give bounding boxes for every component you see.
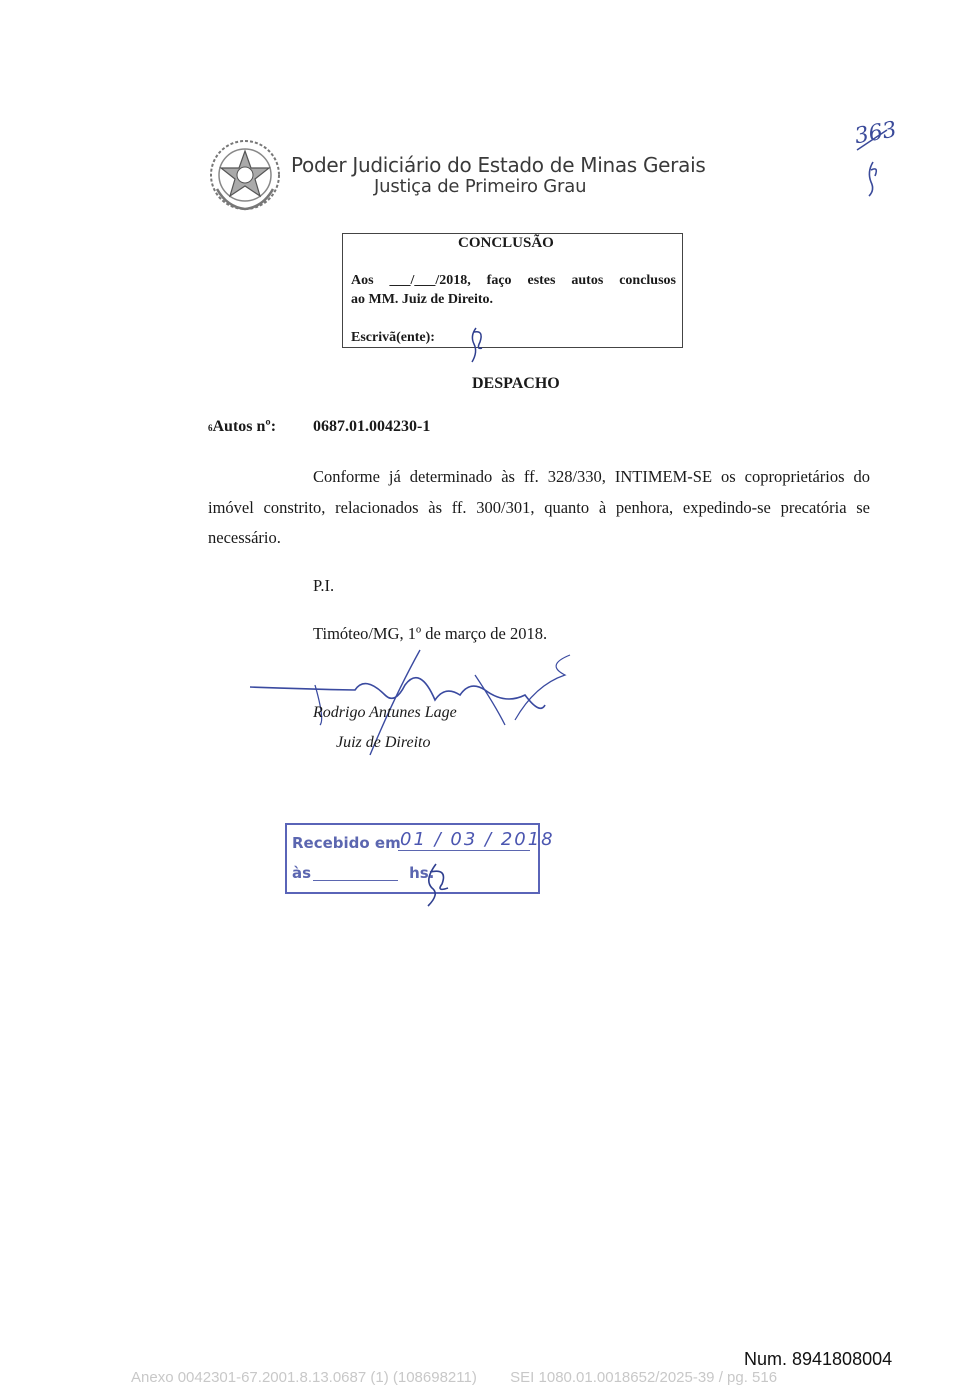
svg-text:363: 363	[852, 117, 899, 150]
autos-label-text: Autos nº:	[212, 418, 277, 435]
despacho-paragraph: Conforme já determinado às ff. 328/330, INTIMEM-SE os coproprietários do imóvel constrito, relacionados às ff. 300/301, quanto à penhora, expedindo-se precatória se necessário.	[208, 467, 870, 547]
publique-intime: P.I.	[313, 576, 335, 595]
conclusao-text-line1: Aos ___/___/2018, faço estes autos conclusos	[351, 273, 676, 288]
autos-prefix: 6	[208, 423, 213, 433]
conclusao-text-line2: ao MM. Juiz de Direito.	[351, 292, 494, 307]
autos-label	[208, 418, 276, 436]
stamp-initials-icon	[414, 860, 456, 908]
stamp-time-label: às	[292, 864, 312, 882]
despacho-body	[208, 462, 870, 554]
document-number: Num. 8941808004	[744, 1349, 893, 1369]
handwritten-page-number-icon	[845, 110, 905, 200]
stamp-date-underline	[398, 850, 530, 851]
stamp-time-underline	[313, 880, 398, 881]
escrivao-label: Escrivã(ente):	[351, 330, 435, 345]
signatory-name: Rodrigo Antunes Lage	[313, 704, 457, 721]
escrivao-initials-icon	[462, 326, 490, 364]
header-court-name: Poder Judiciário do Estado de Minas Gerais	[291, 153, 706, 177]
conclusao-title: CONCLUSÃO	[458, 235, 554, 251]
stamp-time-suffix: hs.	[409, 864, 435, 882]
place-date: Timóteo/MG, 1º de março de 2018.	[313, 624, 548, 643]
stamp-received-label: Recebido em	[292, 834, 401, 852]
autos-number: 0687.01.004230-1	[313, 418, 431, 435]
signatory-role: Juiz de Direito	[336, 734, 431, 751]
stamp-received-date: 01 / 03 / 2018	[400, 829, 555, 850]
coat-of-arms-seal-icon	[207, 137, 283, 213]
footer-reference: Anexo 0042301-67.2001.8.13.0687 (1) (108698211) SEI 1080.01.0018652/2025-39 / pg. 516	[131, 1369, 778, 1386]
header-court-level: Justiça de Primeiro Grau	[374, 176, 587, 197]
despacho-title: DESPACHO	[472, 375, 560, 392]
